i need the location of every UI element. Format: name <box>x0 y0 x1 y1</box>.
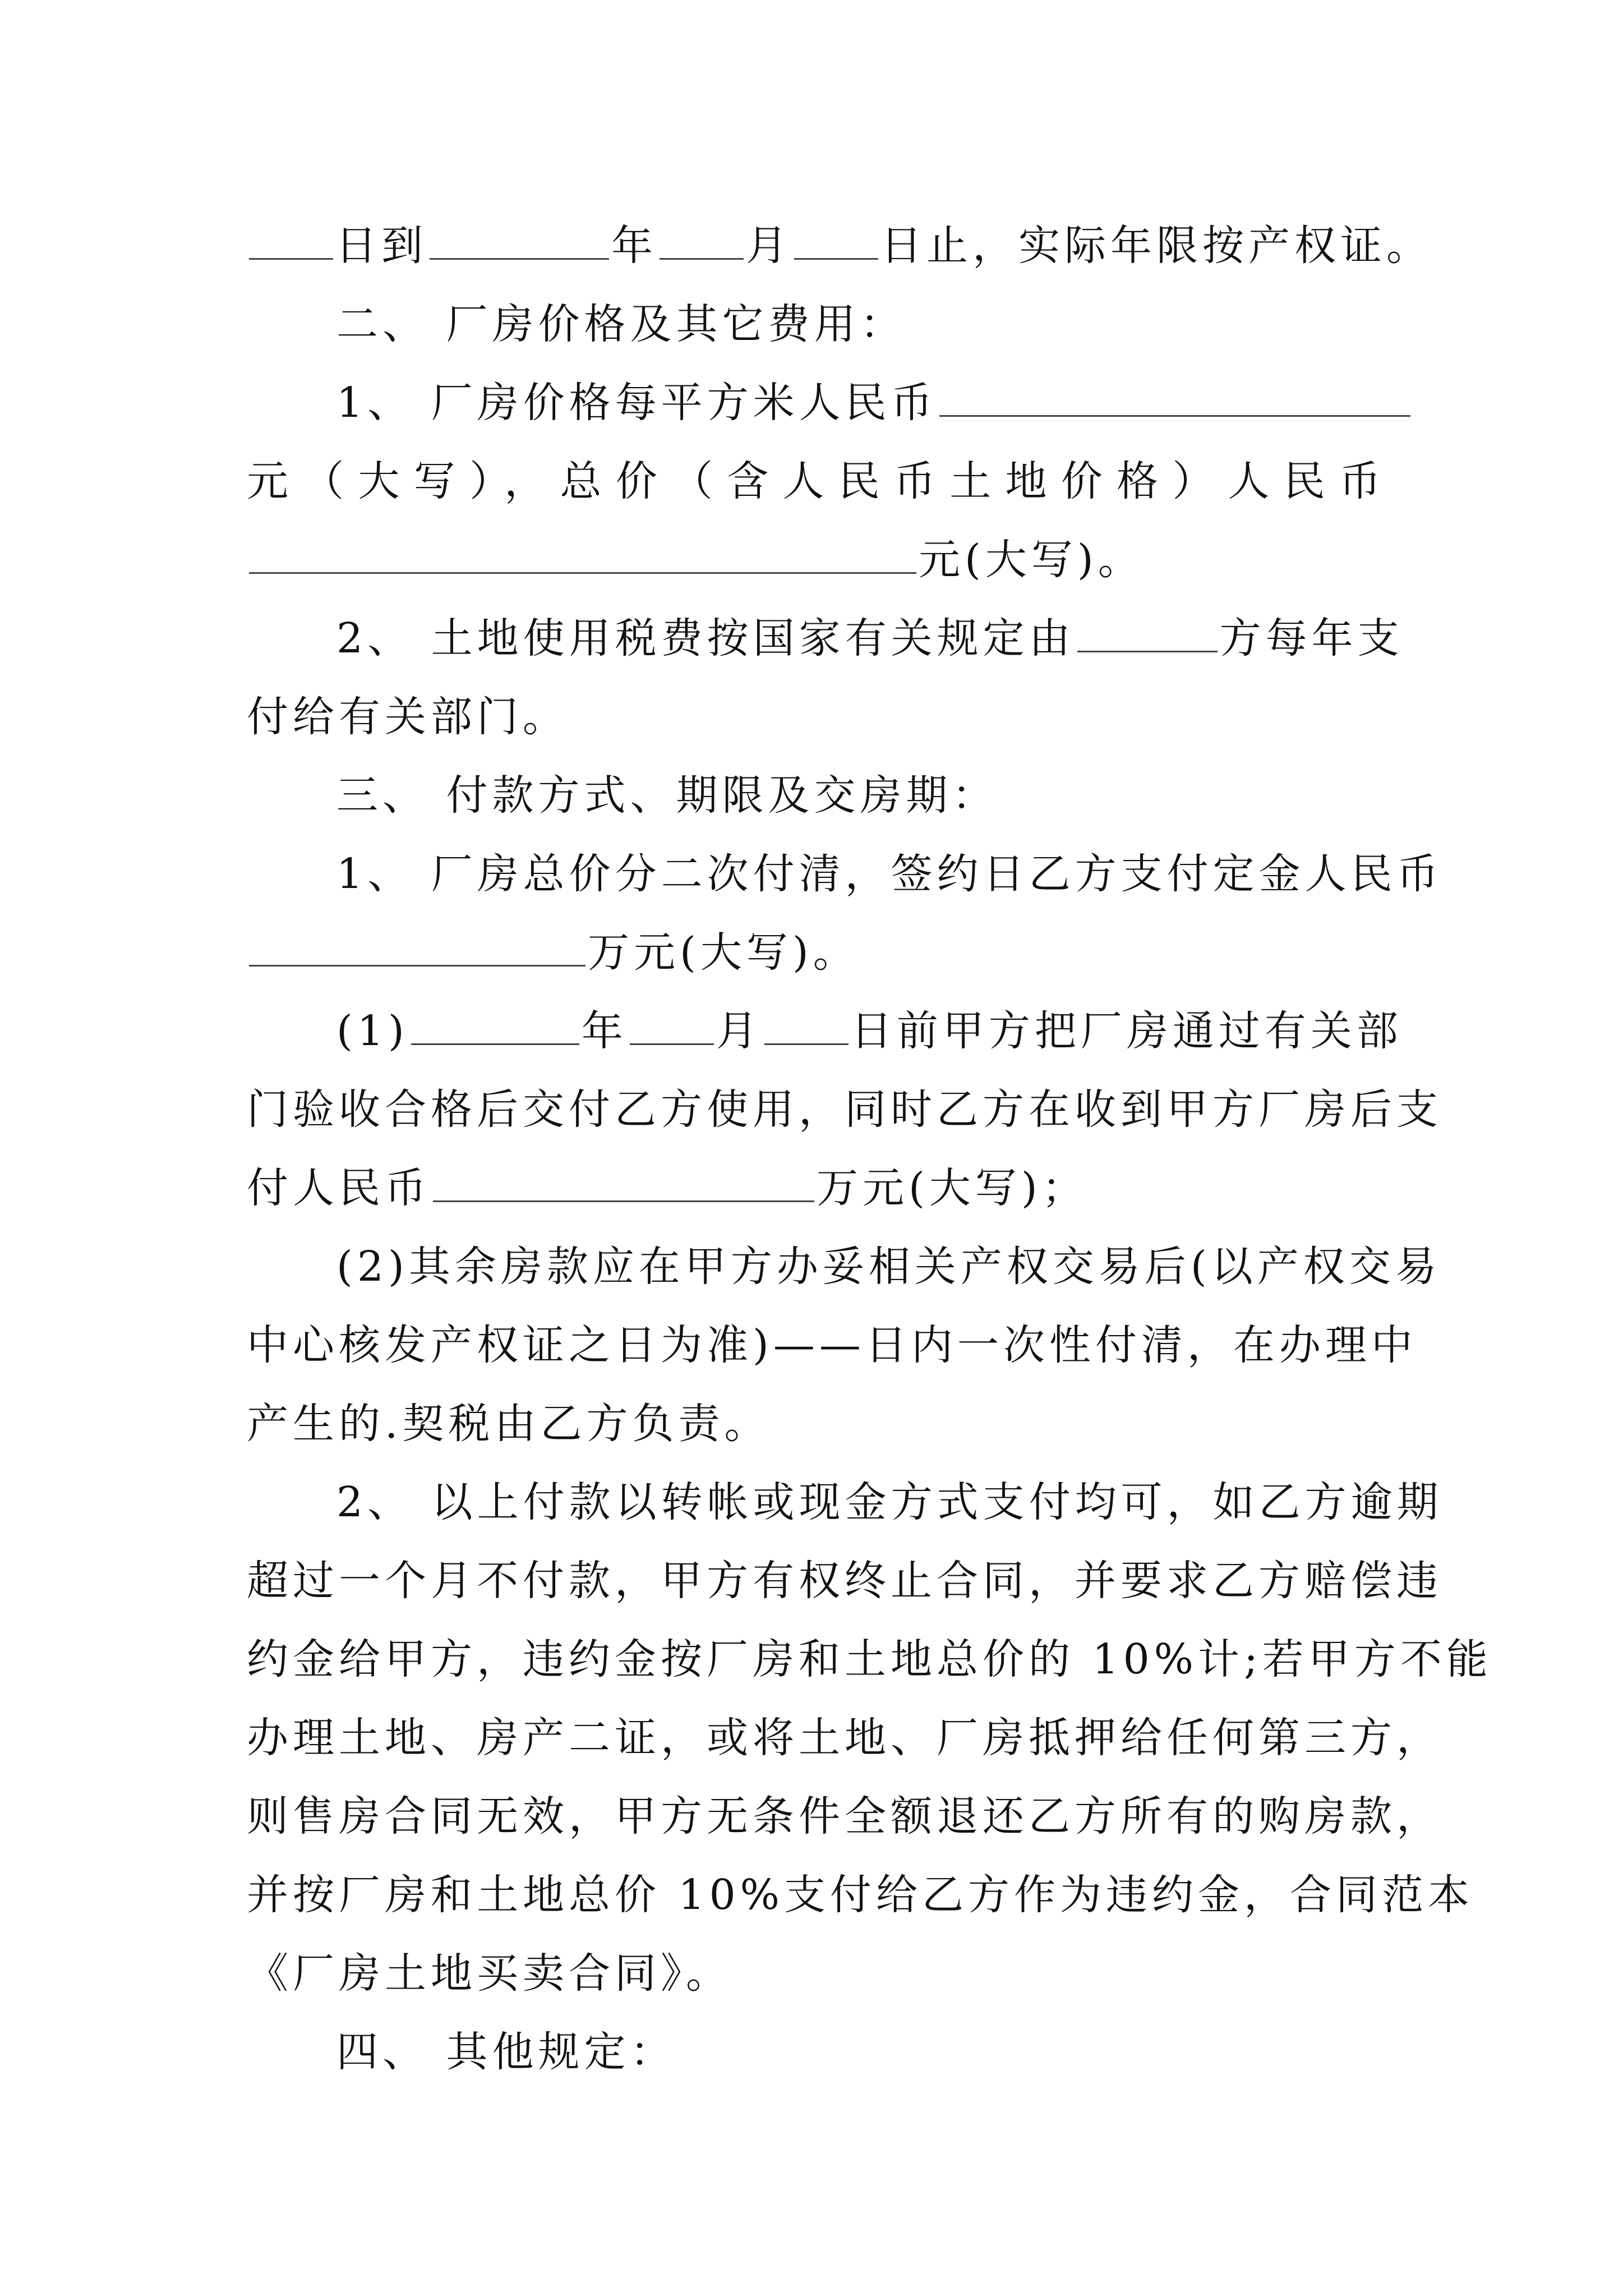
text-segment: 月 <box>716 1007 762 1055</box>
text-line-21: 则售房合同无效，甲方无条件全额退还乙方所有的购房款， <box>247 1792 1442 1841</box>
blank-field[interactable] <box>249 533 916 574</box>
blank-field[interactable] <box>660 219 744 260</box>
blank-field[interactable] <box>430 219 609 260</box>
text-line-13 <box>247 1160 1385 1216</box>
text-segment: 付人民币 <box>247 1164 431 1212</box>
text-line-11 <box>336 1003 1403 1059</box>
text-line-1 <box>247 218 1432 274</box>
text-segment: 日到 <box>335 222 427 270</box>
text-segment: 万元(大写)； <box>817 1164 1088 1212</box>
section-heading-2: 二、 厂房价格及其它费用： <box>336 300 906 348</box>
text-line-10 <box>247 924 1385 981</box>
blank-field[interactable] <box>1077 611 1218 652</box>
section-heading-4: 四、 其他规定： <box>336 2028 676 2076</box>
text-line-14: (2)其余房款应在甲方办妥相关产权交易后(以产权交易 <box>336 1243 1441 1291</box>
blank-field[interactable] <box>630 1004 714 1045</box>
blank-field[interactable] <box>939 376 1410 417</box>
text-line-16: 产生的.契税由乙方负责。 <box>247 1400 771 1448</box>
text-segment: 元(大写)。 <box>919 536 1144 584</box>
text-segment: (1) <box>336 1007 409 1055</box>
text-segment: 1、 厂房价格每平方米人民币 <box>336 379 937 427</box>
blank-field[interactable] <box>433 1161 814 1202</box>
blank-field[interactable] <box>249 926 585 967</box>
text-segment: 方每年支 <box>1219 614 1404 662</box>
text-line-5 <box>247 532 1385 588</box>
text-segment: 2、 土地使用税费按国家有关规定由 <box>336 614 1075 662</box>
text-line-15: 中心核发产权证之日为准)——日内一次性付清，在办理中 <box>247 1321 1417 1369</box>
text-segment: 日前甲方把厂房通过有关部 <box>850 1007 1403 1055</box>
text-segment: 年 <box>611 222 657 270</box>
text-segment: 年 <box>581 1007 628 1055</box>
text-line-6 <box>336 610 1404 666</box>
blank-field[interactable] <box>764 1004 849 1045</box>
section-heading-3: 三、 付款方式、期限及交房期： <box>336 771 998 820</box>
text-line-9: 1、 厂房总价分二次付清，签约日乙方支付定金人民币 <box>336 850 1443 898</box>
text-line-4: 元（大写），总价（含人民币土地价格）人民币 <box>247 457 1385 505</box>
blank-field[interactable] <box>794 219 878 260</box>
text-line-18: 超过一个月不付款，甲方有权终止合同，并要求乙方赔偿违 <box>247 1557 1442 1605</box>
text-line-23: 《厂房土地买卖合同》。 <box>247 1949 732 1998</box>
text-line-12: 门验收合格后交付乙方使用，同时乙方在收到甲方厂房后支 <box>247 1085 1442 1134</box>
blank-field[interactable] <box>249 219 333 260</box>
text-segment: 日止，实际年限按产权证。 <box>880 222 1432 270</box>
text-line-17: 2、 以上付款以转帐或现金方式支付均可，如乙方逾期 <box>336 1478 1443 1526</box>
text-line-3 <box>336 375 1385 431</box>
text-segment: 月 <box>746 222 792 270</box>
text-line-7: 付给有关部门。 <box>247 693 569 741</box>
text-segment: 万元(大写)。 <box>588 928 859 977</box>
text-line-22: 并按厂房和土地总价 10%支付给乙方作为违约金，合同范本 <box>247 1871 1474 1919</box>
blank-field[interactable] <box>411 1004 579 1045</box>
text-line-19: 约金给甲方，违约金按厂房和土地总价的 10%计;若甲方不能 <box>247 1635 1492 1683</box>
text-line-20: 办理土地、房产二证，或将土地、厂房抵押给任何第三方， <box>247 1714 1442 1762</box>
